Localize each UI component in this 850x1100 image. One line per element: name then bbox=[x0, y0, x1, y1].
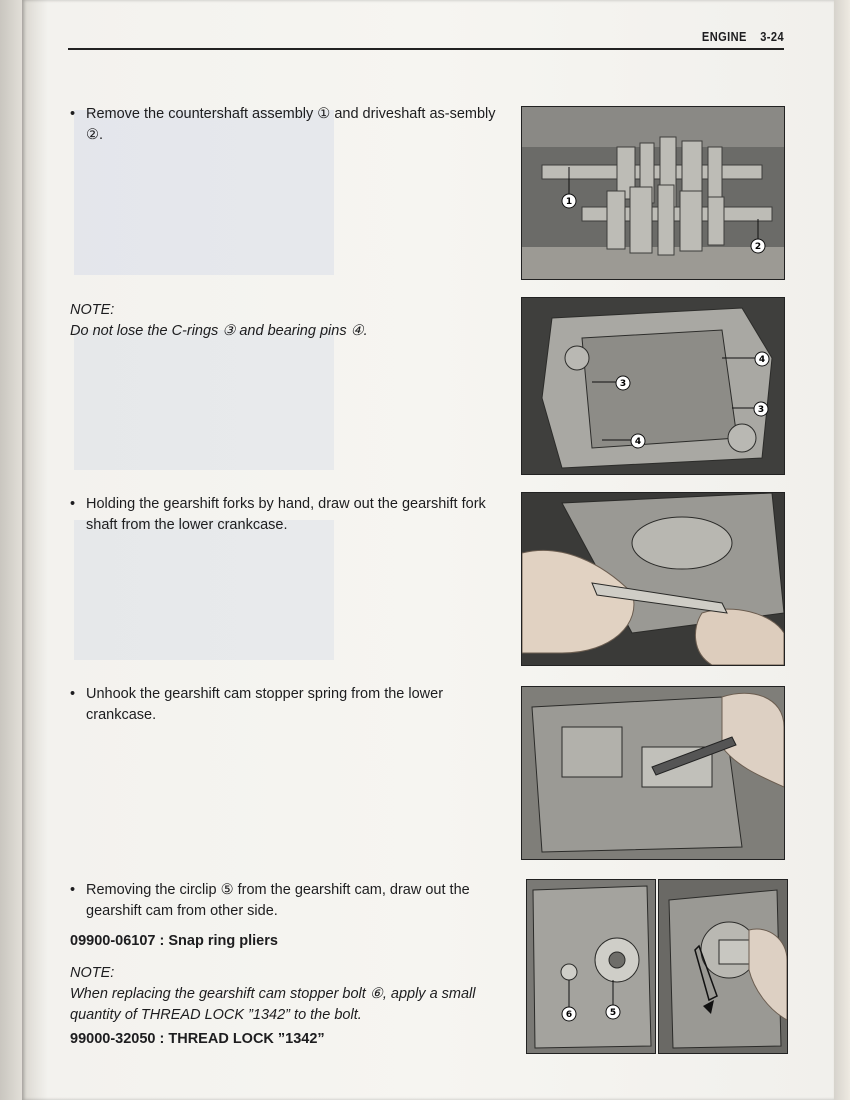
bleed-through-figure-3 bbox=[74, 520, 334, 660]
photo-drawing-out-cam bbox=[658, 879, 788, 1054]
callout-5: 5 bbox=[609, 1008, 617, 1018]
step-circlip: • Removing the circlip ⑤ from the gearshift cam, draw out the gearshift cam from other side. bbox=[70, 880, 511, 922]
callout-4-right: 4 bbox=[758, 355, 766, 365]
callout-3-right: 3 bbox=[757, 405, 765, 415]
page-edge-right bbox=[834, 0, 850, 1100]
threadlock-name: THREAD LOCK ”1342” bbox=[168, 1031, 325, 1047]
header-page-number: 3-24 bbox=[760, 29, 784, 44]
note-text: Do not lose the C-rings ③ and bearing pins ④. bbox=[70, 323, 368, 339]
callout-4-bottom: 4 bbox=[634, 437, 642, 447]
note-label: NOTE: bbox=[70, 302, 115, 318]
threadlock-code: 99000-32050 bbox=[70, 1031, 156, 1047]
tool-code: 09900-06107 bbox=[70, 933, 156, 949]
callout-2: 2 bbox=[754, 242, 762, 252]
callout-3-left: 3 bbox=[619, 379, 627, 389]
binding-edge bbox=[0, 0, 22, 1100]
photo-stopper-spring bbox=[521, 686, 785, 860]
step-stopper-spring: • Unhook the gearshift cam stopper spring from the lower crankcase. bbox=[70, 684, 511, 726]
step-fork-shaft: • Holding the gearshift forks by hand, draw out the gearshift fork shaft from the lower crankcase. bbox=[70, 494, 511, 536]
photo-gearshift-forks bbox=[521, 492, 785, 666]
photo-transmission-shafts bbox=[521, 106, 785, 280]
header-section: ENGINE bbox=[702, 29, 748, 44]
threadlock-spec: 99000-32050 : THREAD LOCK ”1342” bbox=[70, 1031, 325, 1047]
note2-text: When replacing the gearshift cam stopper bolt ⑥, apply a small quantity of THREAD LOCK ”1342” to the bolt. bbox=[70, 986, 476, 1023]
photo-crankcase-c-rings bbox=[521, 297, 785, 475]
callout-6: 6 bbox=[565, 1010, 573, 1020]
note-stopper-bolt bbox=[70, 963, 495, 1026]
step-remove-shafts: • Remove the countershaft assembly ① and driveshaft as-sembly ②. bbox=[70, 104, 511, 146]
note-c-rings bbox=[70, 300, 495, 342]
note2-label: NOTE: bbox=[70, 965, 115, 981]
tool-snap-ring-pliers: 09900-06107 : Snap ring pliers bbox=[70, 933, 278, 949]
tool-name: Snap ring pliers bbox=[168, 933, 278, 949]
page-header bbox=[68, 28, 784, 50]
callout-1: 1 bbox=[565, 197, 573, 207]
bleed-through-figure-2 bbox=[74, 330, 334, 470]
photo-circlip-cam bbox=[526, 879, 656, 1054]
